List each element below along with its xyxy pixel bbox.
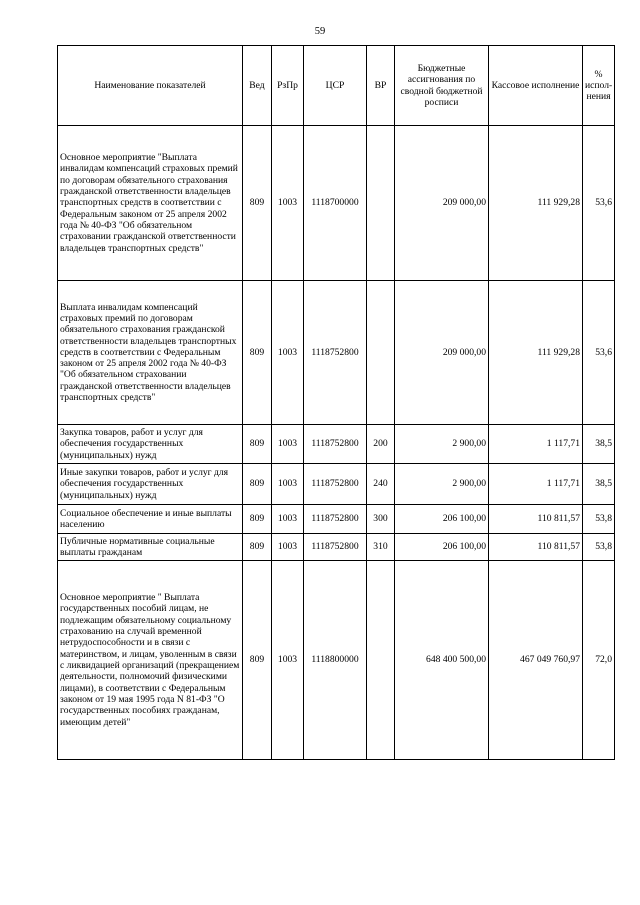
row-ved: 809 [243, 534, 272, 561]
row-cash-execution: 1 117,71 [489, 464, 583, 505]
column-header-assignments: Бюджетные ассигнования по сводной бюджетной росписи [395, 46, 489, 126]
row-percent: 53,6 [583, 126, 615, 281]
row-csr: 1118752800 [304, 464, 367, 505]
table-row [58, 464, 615, 505]
row-name: Иные закупки товаров, работ и услуг для обеспечения государственных (муниципальных) нужд [58, 464, 243, 505]
column-header-vr: ВР [367, 46, 395, 126]
row-vr [367, 281, 395, 425]
page-number: 59 [314, 26, 326, 37]
row-name: Выплата инвалидам компенсаций страховых премий по договорам обязательного страхования гражданской ответственности владельцев транспортных средств в соответствии с Федеральным законом от 25 апреля 2002 года № 40-ФЗ "Об обязательном страховании гражданской ответственности владельцев транспортных средств" [58, 281, 243, 425]
row-vr: 310 [367, 534, 395, 561]
column-header-name: Наименование показателей [58, 46, 243, 126]
row-csr: 1118752800 [304, 281, 367, 425]
row-name: Закупка товаров, работ и услуг для обеспечения государственных (муниципальных) нужд [58, 425, 243, 464]
row-percent: 38,5 [583, 464, 615, 505]
column-header-percent: % испол-нения [583, 46, 615, 126]
row-cash-execution: 111 929,28 [489, 126, 583, 281]
row-vr [367, 561, 395, 760]
table-row [58, 126, 615, 281]
row-vr: 300 [367, 505, 395, 534]
row-cash-execution: 1 117,71 [489, 425, 583, 464]
table-row [58, 534, 615, 561]
row-ved: 809 [243, 464, 272, 505]
row-vr [367, 126, 395, 281]
row-ved: 809 [243, 505, 272, 534]
row-ved: 809 [243, 126, 272, 281]
row-rzpr: 1003 [272, 464, 304, 505]
row-ved: 809 [243, 561, 272, 760]
row-assignments: 209 000,00 [395, 281, 489, 425]
row-cash-execution: 110 811,57 [489, 505, 583, 534]
column-header-cash-execution: Кассовое исполнение [489, 46, 583, 126]
column-header-rzpr: РзПр [272, 46, 304, 126]
row-cash-execution: 110 811,57 [489, 534, 583, 561]
row-percent: 38,5 [583, 425, 615, 464]
column-header-ved: Вед [243, 46, 272, 126]
row-percent: 53,8 [583, 534, 615, 561]
row-rzpr: 1003 [272, 126, 304, 281]
table-row [58, 425, 615, 464]
row-csr: 1118752800 [304, 505, 367, 534]
table-row [58, 281, 615, 425]
table-header-row [58, 46, 615, 126]
row-csr: 1118800000 [304, 561, 367, 760]
row-percent: 53,6 [583, 281, 615, 425]
row-vr: 200 [367, 425, 395, 464]
row-csr: 1118752800 [304, 534, 367, 561]
row-assignments: 2 900,00 [395, 464, 489, 505]
row-ved: 809 [243, 281, 272, 425]
table-row [58, 505, 615, 534]
row-rzpr: 1003 [272, 505, 304, 534]
row-csr: 1118752800 [304, 425, 367, 464]
row-assignments: 2 900,00 [395, 425, 489, 464]
row-assignments: 648 400 500,00 [395, 561, 489, 760]
row-percent: 53,8 [583, 505, 615, 534]
table-row [58, 561, 615, 760]
row-rzpr: 1003 [272, 425, 304, 464]
row-cash-execution: 111 929,28 [489, 281, 583, 425]
row-rzpr: 1003 [272, 281, 304, 425]
row-name: Основное мероприятие " Выплата государственных пособий лицам, не подлежащим обязательному социальному страхованию на случай временной нетрудоспособности и в связи с материнством, и лицам, уволенным в связи с ликвидацией организаций (прекращением деятельности, полномочий физическими лицами), в соответствии с Федеральным законом от 19 мая 1995 года N 81-ФЗ "О государственных пособиях гражданам, имеющим детей" [58, 561, 243, 760]
row-ved: 809 [243, 425, 272, 464]
row-vr: 240 [367, 464, 395, 505]
row-rzpr: 1003 [272, 534, 304, 561]
budget-execution-table [57, 45, 615, 760]
row-name: Основное мероприятие "Выплата инвалидам компенсаций страховых премий по договорам обязательного страхования гражданской ответственности владельцев транспортных средств в соответствии с Федеральным законом от 25 апреля 2002 года № 40-ФЗ "Об обязательном страховании гражданской ответственности владельцев транспортных средств" [58, 126, 243, 281]
column-header-csr: ЦСР [304, 46, 367, 126]
row-name: Публичные нормативные социальные выплаты гражданам [58, 534, 243, 561]
row-assignments: 206 100,00 [395, 505, 489, 534]
row-rzpr: 1003 [272, 561, 304, 760]
row-cash-execution: 467 049 760,97 [489, 561, 583, 760]
row-assignments: 206 100,00 [395, 534, 489, 561]
row-name: Социальное обеспечение и иные выплаты населению [58, 505, 243, 534]
row-assignments: 209 000,00 [395, 126, 489, 281]
row-percent: 72,0 [583, 561, 615, 760]
row-csr: 1118700000 [304, 126, 367, 281]
